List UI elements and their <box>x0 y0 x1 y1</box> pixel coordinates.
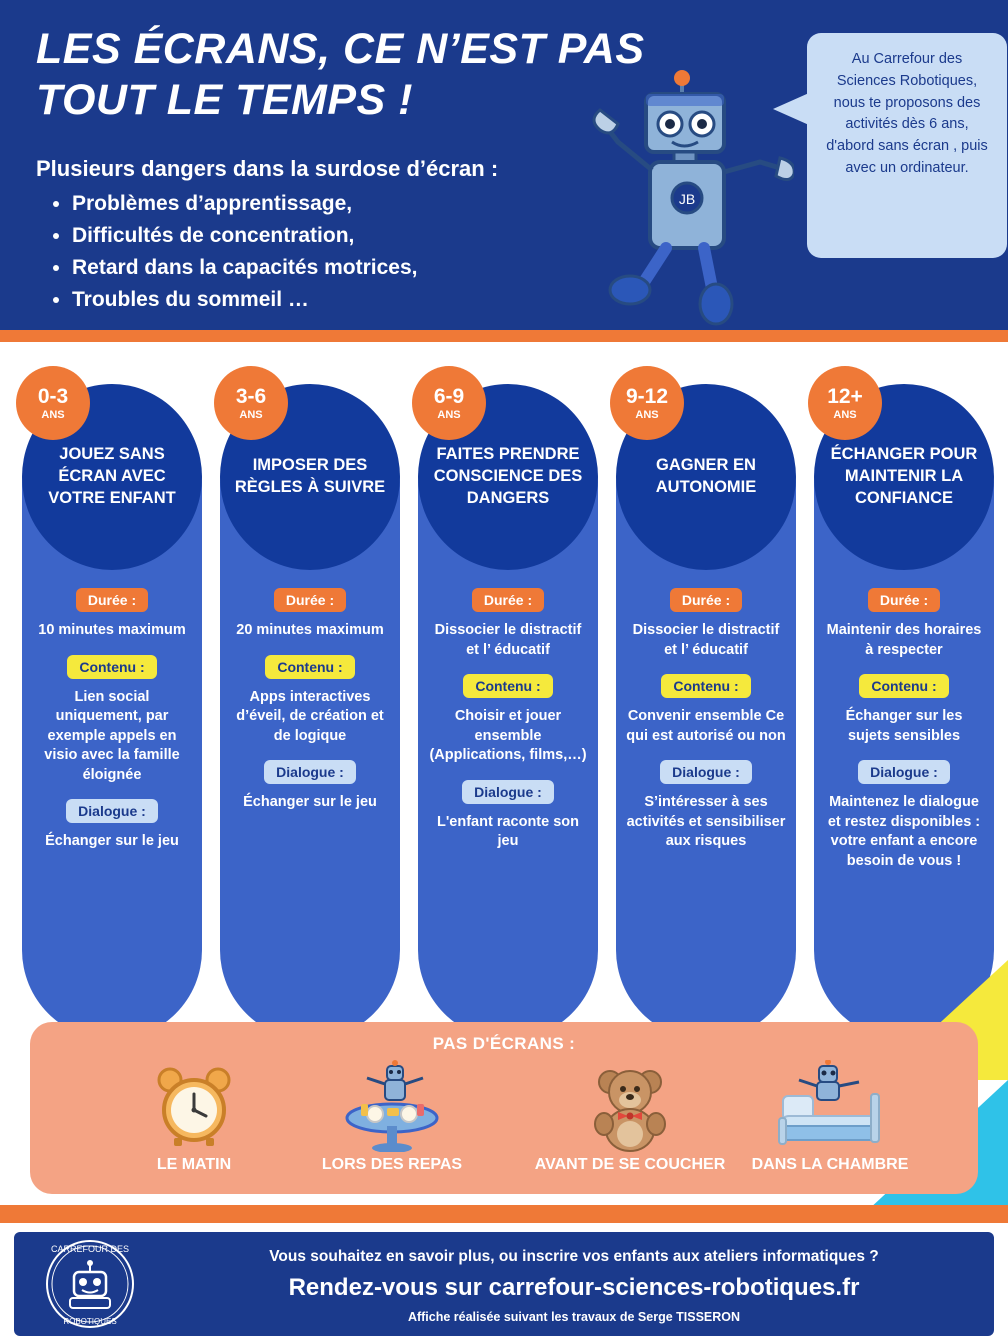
column-heading: FAITES PRENDRE CONSCIENCE DES DANGERS <box>418 384 598 570</box>
list-item: • Problèmes d’apprentissage, <box>72 188 418 220</box>
age-unit: ANS <box>833 408 857 421</box>
no-screen-label: LORS DES REPAS <box>321 1156 463 1173</box>
dialogue-label: Dialogue : <box>858 760 950 784</box>
contenu-label: Contenu : <box>859 674 948 698</box>
svg-text:CARREFOUR DES: CARREFOUR DES <box>50 1244 130 1254</box>
speech-bubble: Au Carrefour des Sciences Robotiques, nous te proposons des activités dès 6 ans, d'abord sans écran , puis avec un ordinateur. <box>807 33 1007 258</box>
list-item: • Retard dans la capacités motrices, <box>72 252 418 284</box>
duree-text: 20 minutes maximum <box>236 622 384 638</box>
column-content <box>22 588 202 866</box>
bed-icon <box>730 1060 930 1152</box>
contenu-label: Contenu : <box>661 674 750 698</box>
dialogue-label: Dialogue : <box>66 799 158 823</box>
no-screens-title: PAS D'ÉCRANS : <box>432 1034 576 1053</box>
dangers-list <box>44 188 418 316</box>
alarm-clock-icon <box>94 1060 294 1152</box>
dialogue-text: Échanger sur le jeu <box>45 833 179 850</box>
dialogue-text: L'enfant raconte son jeu <box>436 813 580 850</box>
column-heading: JOUEZ SANS ÉCRAN AVEC VOTRE ENFANT <box>22 384 202 570</box>
header-inner <box>14 8 994 322</box>
dining-table-icon <box>292 1060 492 1152</box>
duree-text: Dissocier le distractif et l’ éducatif <box>632 622 780 658</box>
svg-text:JB: JB <box>678 191 696 207</box>
bottom-orange-bar <box>0 1205 1008 1223</box>
column-content <box>418 588 598 866</box>
footer-question: Vous souhaitez en savoir plus, ou inscrire vos enfants aux ateliers informatiques ? <box>269 1248 879 1265</box>
age-unit: ANS <box>437 408 461 421</box>
no-screen-item-bedroom <box>730 1060 930 1174</box>
duree-label: Durée : <box>670 588 742 612</box>
column-heading: GAGNER EN AUTONOMIE <box>616 384 796 570</box>
column-content <box>220 588 400 827</box>
contenu-text: Lien social uniquement, par exemple appels en visio avec la famille éloignée <box>44 688 180 783</box>
age-badge <box>610 366 684 440</box>
dangers-subtitle: Plusieurs dangers dans la surdose d’écran : <box>36 156 499 181</box>
age-number: 12+ <box>827 384 863 408</box>
list-item: • Troubles du sommeil … <box>72 284 418 316</box>
duree-label: Durée : <box>274 588 346 612</box>
teddy-bear-icon <box>530 1060 730 1152</box>
no-screen-label: DANS LA CHAMBRE <box>751 1156 909 1173</box>
duree-text: Maintenir des horaires à respecter <box>826 622 982 658</box>
age-number: 3-6 <box>235 384 267 408</box>
contenu-label: Contenu : <box>67 655 156 679</box>
age-number: 0-3 <box>37 384 69 408</box>
no-screen-item-morning <box>94 1060 294 1174</box>
contenu-text: Échanger sur les sujets sensibles <box>845 708 963 744</box>
contenu-text: Apps interactives d’éveil, de création et de logique <box>236 688 384 744</box>
contenu-label: Contenu : <box>265 655 354 679</box>
age-badge <box>808 366 882 440</box>
column-content <box>814 588 994 886</box>
age-unit: ANS <box>239 408 263 421</box>
footer-website[interactable]: Rendez-vous sur carrefour-sciences-robotiques.fr <box>288 1274 860 1301</box>
column-content <box>616 588 796 866</box>
page-title: LES ÉCRANS, CE N’EST PAS TOUT LE TEMPS ! <box>36 25 645 124</box>
no-screen-item-meals <box>292 1060 492 1174</box>
orange-divider <box>0 330 1008 342</box>
robot-mascot-icon <box>574 66 794 336</box>
dialogue-label: Dialogue : <box>462 780 554 804</box>
dialogue-text: Échanger sur le jeu <box>243 794 377 811</box>
age-badge <box>412 366 486 440</box>
list-item: • Difficultés de concentration, <box>72 220 418 252</box>
duree-label: Durée : <box>472 588 544 612</box>
dialogue-text: S’intéresser à ses activités et sensibiliser aux risques <box>626 794 786 850</box>
dialogue-text: Maintenez le dialogue et restez disponibles : votre enfant a encore besoin de vous ! <box>827 794 981 869</box>
dialogue-label: Dialogue : <box>264 760 356 784</box>
svg-text:ROBOTIQUES: ROBOTIQUES <box>63 1317 117 1326</box>
no-screens-panel <box>30 1022 978 1194</box>
no-screen-item-bedtime <box>530 1060 730 1174</box>
dialogue-label: Dialogue : <box>660 760 752 784</box>
duree-label: Durée : <box>868 588 940 612</box>
footer-credit: Affiche réalisée suivant les travaux de Serge TISSERON <box>407 1310 741 1324</box>
header-banner <box>0 0 1008 330</box>
contenu-label: Contenu : <box>463 674 552 698</box>
age-columns <box>0 360 1008 1020</box>
contenu-text: Convenir ensemble Ce qui est autorisé ou non <box>626 708 786 744</box>
no-screen-label: LE MATIN <box>156 1156 232 1173</box>
age-number: 6-9 <box>433 384 465 408</box>
age-number: 9-12 <box>625 384 669 408</box>
robot-logo-icon <box>28 1238 158 1330</box>
column-heading: IMPOSER DES RÈGLES À SUIVRE <box>220 384 400 570</box>
no-screen-label: AVANT DE SE COUCHER <box>534 1156 726 1173</box>
age-badge <box>16 366 90 440</box>
age-badge <box>214 366 288 440</box>
duree-text: 10 minutes maximum <box>38 622 186 638</box>
column-heading: ÉCHANGER POUR MAINTENIR LA CONFIANCE <box>814 384 994 570</box>
duree-label: Durée : <box>76 588 148 612</box>
duree-text: Dissocier le distractif et l’ éducatif <box>434 622 582 658</box>
footer-banner <box>14 1232 994 1336</box>
age-unit: ANS <box>41 408 65 421</box>
age-unit: ANS <box>635 408 659 421</box>
contenu-text: Choisir et jouer ensemble (Applications, films,…) <box>429 708 587 764</box>
